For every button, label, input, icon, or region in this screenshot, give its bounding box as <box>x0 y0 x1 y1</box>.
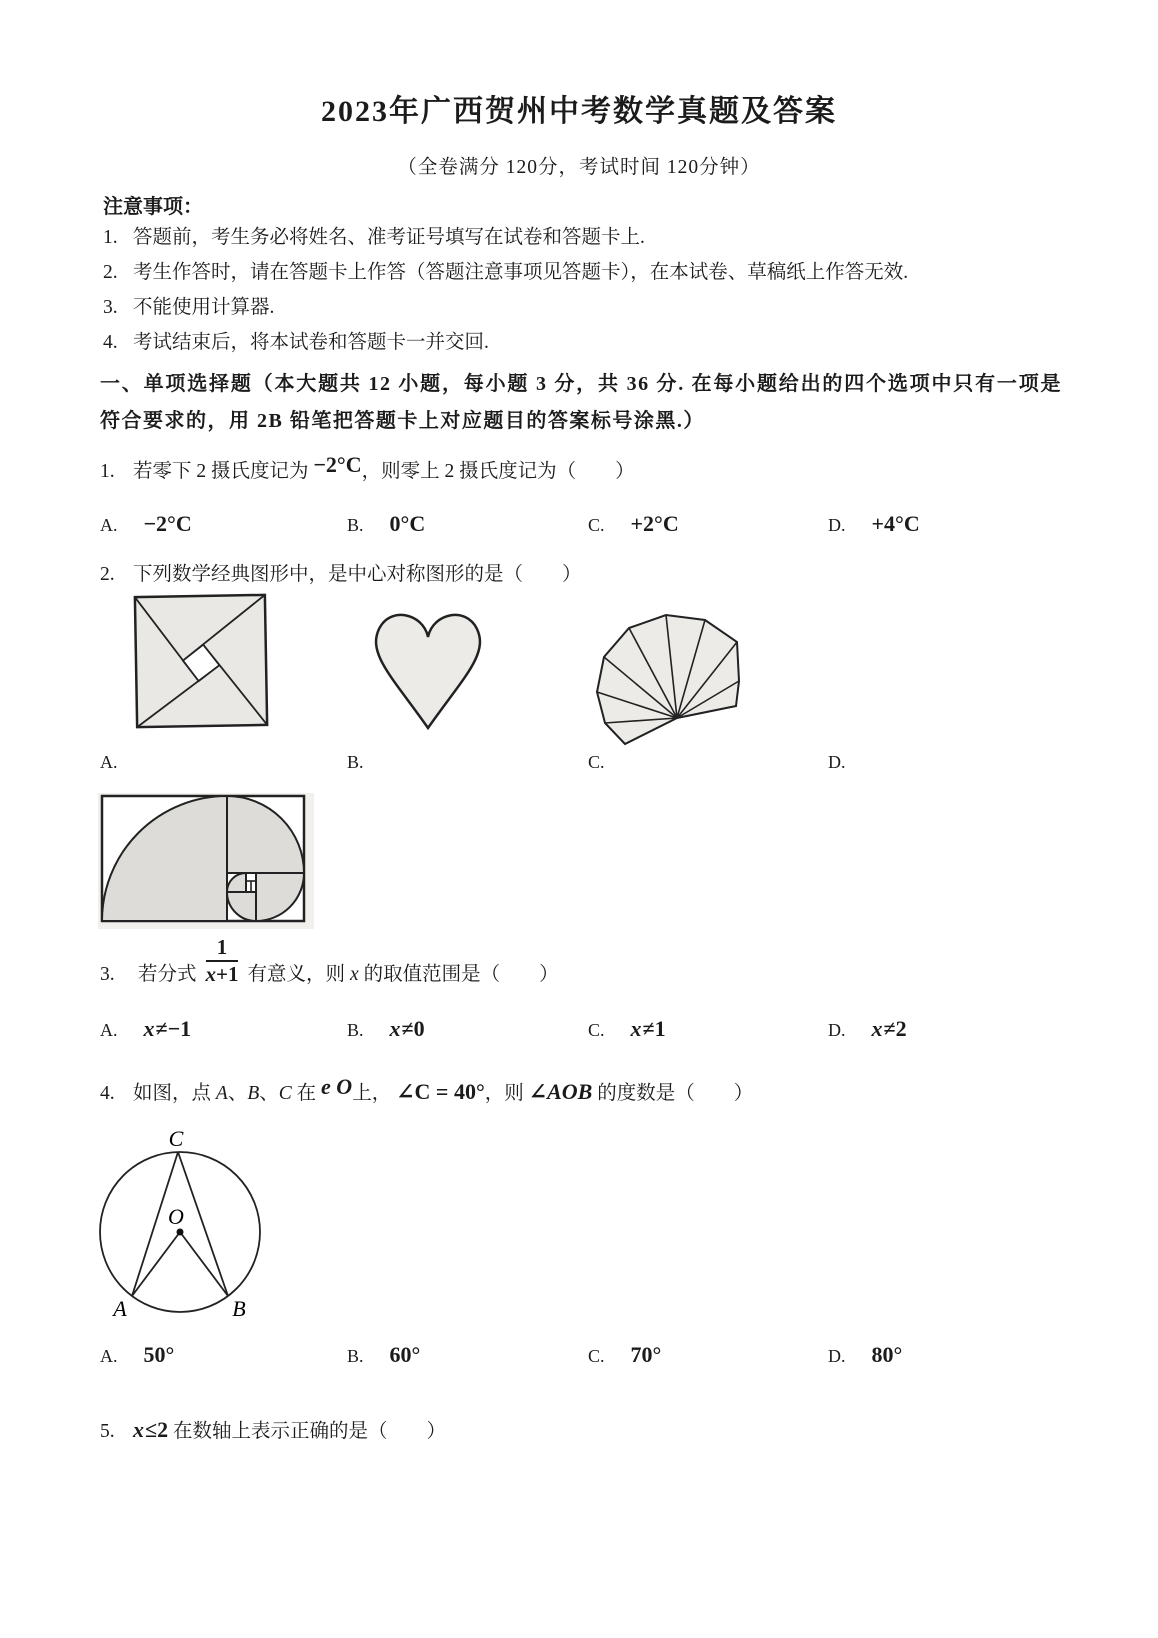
fraction-numerator: 1 <box>206 936 239 962</box>
question-text: 如图，点 <box>133 1083 212 1104</box>
question-number: 3. <box>100 963 115 985</box>
option-value: 0°C <box>389 511 426 536</box>
angle-c-math: ∠C = 40° <box>396 1079 485 1104</box>
circle-symbol: e O <box>321 1074 353 1099</box>
point-c: C <box>278 1083 292 1104</box>
fig-label-a: A. <box>100 752 118 772</box>
question-math: −2°C <box>313 452 362 477</box>
variable-x: x <box>871 1016 883 1041</box>
option-value <box>390 1016 425 1041</box>
option-label: A. <box>100 1346 118 1366</box>
question-text: 、 <box>259 1083 279 1104</box>
circle-figure <box>88 1120 283 1325</box>
fraction <box>206 936 239 986</box>
option-label: D. <box>828 1346 846 1366</box>
label-o: O <box>168 1204 184 1229</box>
q4-option-b <box>347 1342 420 1368</box>
option-rest: ≠2 <box>883 1016 907 1041</box>
notice-item <box>103 295 1053 320</box>
notice-item-number: 1. <box>103 227 118 248</box>
question-2 <box>100 562 582 587</box>
center-dot <box>177 1229 184 1236</box>
option-label: A. <box>100 515 118 535</box>
question-text: ，则 <box>484 1083 524 1104</box>
q4-option-c <box>588 1342 661 1368</box>
option-label: C. <box>588 1020 605 1040</box>
question-number: 4. <box>100 1083 115 1104</box>
option-label: C. <box>588 515 605 535</box>
q3-option-c <box>588 1016 666 1042</box>
q3-option-a <box>100 1016 191 1042</box>
notice-item <box>103 260 1053 285</box>
subtitle: （全卷满分 120分，考试时间 120分钟） <box>397 157 761 178</box>
question-number: 5. <box>100 1421 115 1442</box>
question-text: 若分式 <box>138 963 197 985</box>
notice-item-number: 4. <box>103 332 118 353</box>
option-rest: ≠−1 <box>155 1016 192 1041</box>
notice-heading: 注意事项： <box>103 196 203 218</box>
math-rest: ≤2 <box>145 1417 169 1442</box>
option-value <box>872 1016 907 1041</box>
q3-option-d <box>828 1016 907 1042</box>
notice-item-text: 不能使用计算器. <box>133 297 275 318</box>
folding-fan-figure <box>585 598 741 748</box>
question-3 <box>100 936 559 986</box>
pinwheel-square-figure <box>133 590 269 736</box>
question-text: 上， <box>352 1083 392 1104</box>
notice-item-text: 答题前，考生务必将姓名、准考证号填写在试卷和答题卡上. <box>133 227 645 248</box>
label-c: C <box>168 1126 184 1151</box>
option-label: C. <box>588 1346 605 1366</box>
point-a: A <box>215 1083 228 1104</box>
question-text: 、 <box>227 1083 248 1104</box>
variable-x: x <box>350 963 359 985</box>
question-number: 1. <box>100 461 115 482</box>
question-number: 2. <box>100 564 115 585</box>
question-text: 若零下 2 摄氏度记为 <box>133 461 309 482</box>
question-1 <box>100 452 635 485</box>
question-text: 的度数是（ ） <box>597 1083 754 1104</box>
notice-item-text: 考生作答时，请在答题卡上作答（答题注意事项见答题卡），在本试卷、草稿纸上作答无效. <box>133 262 909 283</box>
option-rest: ≠0 <box>401 1016 425 1041</box>
question-text: ，则零上 2 摄氏度记为（ ） <box>361 461 635 482</box>
page-title: 2023年广西贺州中考数学真题及答案 <box>321 95 837 128</box>
option-value: 80° <box>871 1342 903 1367</box>
fraction-denominator <box>206 962 239 986</box>
variable-x: x <box>630 1016 642 1041</box>
option-value: +4°C <box>871 511 920 536</box>
question-text: 有意义，则 <box>247 963 345 985</box>
q3-option-b <box>347 1016 425 1042</box>
point-b: B <box>247 1083 260 1104</box>
option-value: 70° <box>630 1342 662 1367</box>
q1-option-a <box>100 511 192 537</box>
option-label: B. <box>347 1020 364 1040</box>
option-label: D. <box>828 515 846 535</box>
option-label: A. <box>100 1020 118 1040</box>
fig-label-b: B. <box>347 752 364 772</box>
golden-spiral-figure <box>98 793 314 929</box>
variable-x: x <box>143 1016 155 1041</box>
notice-item-text: 考试结束后，将本试卷和答题卡一并交回. <box>133 332 489 353</box>
option-value <box>631 1016 666 1041</box>
question-text: 在数轴上表示正确的是（ ） <box>172 1421 446 1442</box>
option-label: D. <box>828 1020 846 1040</box>
question-math <box>133 1417 168 1442</box>
q4-option-d <box>828 1342 902 1368</box>
q1-option-c <box>588 511 679 537</box>
variable-x: x <box>205 962 217 987</box>
variable-x: x <box>389 1016 401 1041</box>
variable-x: x <box>133 1417 144 1442</box>
question-4 <box>100 1074 754 1107</box>
fig-label-c: C. <box>588 752 605 772</box>
angle-aob-math: ∠AOB <box>528 1079 593 1104</box>
q1-option-b <box>347 511 425 537</box>
fig-label-d: D. <box>828 752 846 772</box>
option-rest: ≠1 <box>642 1016 666 1041</box>
option-label: B. <box>347 1346 364 1366</box>
option-label: B. <box>347 515 364 535</box>
question-text: 在 <box>296 1083 317 1104</box>
question-text: 下列数学经典图形中，是中心对称图形的是（ ） <box>133 564 582 585</box>
option-value: 60° <box>389 1342 421 1367</box>
option-value: 50° <box>143 1342 175 1367</box>
question-text: 的取值范围是（ ） <box>363 963 559 985</box>
q1-option-d <box>828 511 920 537</box>
notice-item <box>103 330 1053 355</box>
den-rest: +1 <box>216 962 239 987</box>
option-value: −2°C <box>143 511 192 536</box>
heart-figure <box>362 597 494 742</box>
option-value <box>144 1016 192 1041</box>
question-5 <box>100 1416 446 1445</box>
section-heading: 一、单项选择题（本大题共 12 小题，每小题 3 分，共 36 分. 在每小题给出的四个选项中只有一项是符合要求的，用 2B 铅笔把答题卡上对应题目的答案标号涂黑.） <box>100 373 1062 432</box>
notice-item <box>103 225 1053 250</box>
label-b: B <box>232 1296 246 1321</box>
notice-item-number: 2. <box>103 262 118 283</box>
q4-option-a <box>100 1342 174 1368</box>
notice-item-number: 3. <box>103 297 118 318</box>
option-value: +2°C <box>630 511 679 536</box>
label-a: A <box>113 1296 127 1321</box>
